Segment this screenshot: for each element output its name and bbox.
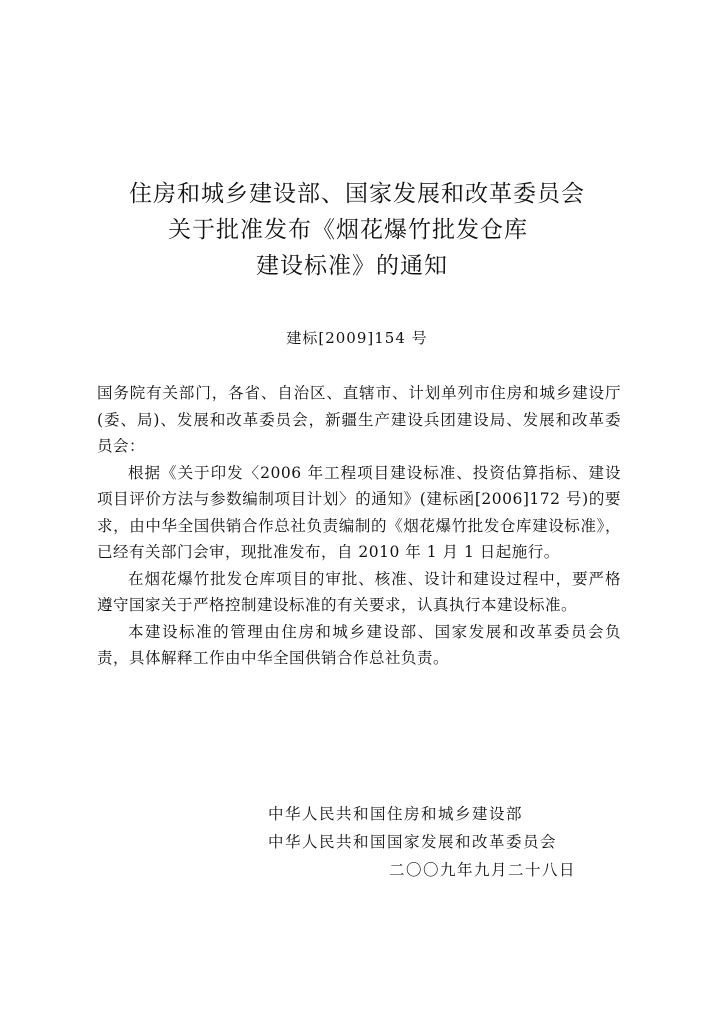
document-number: 建标[2009]154 号 [286, 329, 428, 347]
signature-block [268, 800, 588, 884]
body-paragraph-3: 本建设标准的管理由住房和城乡建设部、国家发展和改革委员会负责，具体解释工作由中华全国供销合作总社负责。 [97, 622, 621, 667]
issue-date: 二〇〇九年九月二十八日 [388, 861, 576, 879]
title-line-3: 建设标准》的通知 [256, 253, 448, 279]
salutation-paragraph: 国务院有关部门，各省、自治区、直辖市、计划单列市住房和城乡建设厅(委、局)、发展和改革委员会，新疆生产建设兵团建设局、发展和改革委员会： [97, 384, 621, 455]
issuer-ndrc: 中华人民共和国国家发展和改革委员会 [268, 833, 558, 851]
title-line-1: 住房和城乡建设部、国家发展和改革委员会 [129, 181, 585, 207]
title-line-2: 关于批准发布《烟花爆竹批发仓库 [168, 217, 528, 243]
body-paragraph-1: 根据《关于印发〈2006 年工程项目建设标准、投资估算指标、建设项目评价方法与参数编制项目计划〉的通知》(建标函[2006]172 号)的要求，由中华全国供销合作总社负责编制的《烟花爆竹批发仓库建设标准》，已经有关部门会审，现批准发布，自 2010 年 1 月 1 日起施行。 [97, 463, 621, 561]
notice-title [0, 176, 714, 284]
notice-body [97, 380, 621, 672]
issuer-ministry-housing: 中华人民共和国住房和城乡建设部 [268, 805, 524, 823]
body-paragraph-2: 在烟花爆竹批发仓库项目的审批、核准、设计和建设过程中，要严格遵守国家关于严格控制建设标准的有关要求，认真执行本建设标准。 [97, 569, 621, 614]
